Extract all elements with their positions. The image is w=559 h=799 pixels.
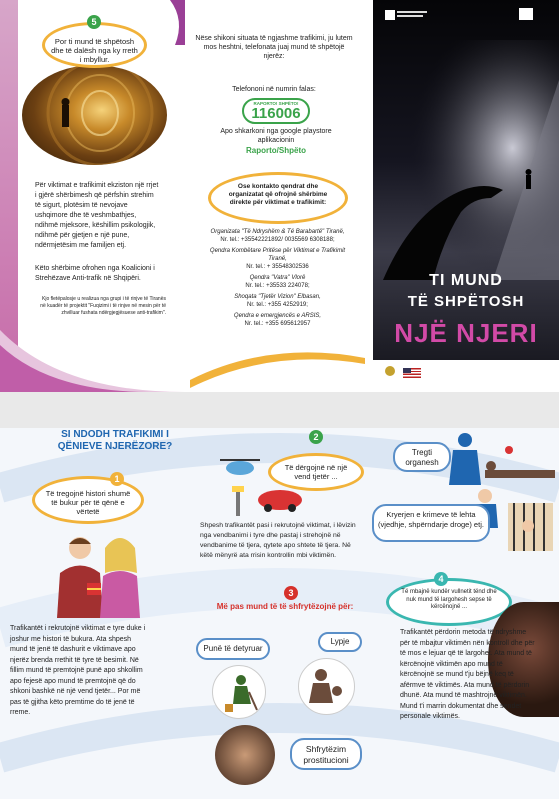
brochure-outer-page xyxy=(0,0,559,392)
org-name: Qendra Kombëtare Pritëse për Viktimat e Trafikimit Tiranë, xyxy=(209,248,346,262)
title-line1: SI NDODH TRAFIKIMI I xyxy=(61,429,169,440)
step5-text: Por ti mund të shpëtosh dhe të dalësh nga ky rreth i mbyllur. xyxy=(51,37,138,64)
report-intro: Nëse shikoni situata të ngjashme trafikimi, ju lutem mos heshtni, telefonata juaj mund të shpëtojë njerëz: xyxy=(195,35,353,60)
step1-number: 1 xyxy=(110,472,124,486)
org-name: Qendra "Vatra" Vlorë xyxy=(249,275,306,281)
cover-title-line3: NJË NJERI xyxy=(394,318,538,348)
cover-title-line2: TË SHPËTOSH xyxy=(407,293,525,310)
step2-description: Shpesh trafikantët pasi i rekrutojnë viktimat, i lëvizin nga vendbanimi i tyre dhe pastaj i strehojnë në vendbanime të tjera, qytete apo shtete të tjera. Në këtë mënyrë ata rrisin kontrollin mbi viktimën. xyxy=(200,522,356,559)
couple-illustration xyxy=(25,528,165,618)
org-phone[interactable]: Nr. tel.: +355 4252919; xyxy=(247,302,308,308)
org-item xyxy=(200,228,355,244)
org-phone[interactable]: Nr. tel.: + 35548302536 xyxy=(246,264,309,270)
support-services-text: Për viktimat e trafikimit ekziston një rrjet i gjërë shërbimesh që përfshin strehim të sigurt, plotësim të nevojave ushqimore dhe të veshmbathjes, ndihmë mjeksore, këshillim psikologjik, ndihmë për gjetjen e një pune, ndërmjetësim me familjen etj. xyxy=(35,182,159,249)
step4-number: 4 xyxy=(434,572,448,586)
prostitution-photo xyxy=(215,725,275,785)
org-phone[interactable]: Nr. tel.: +35533 224078; xyxy=(245,283,310,289)
app-name-link[interactable]: Raporto/Shpëto xyxy=(246,146,306,155)
flag-canton xyxy=(403,368,411,373)
org-name: Organizata "Të Ndryshëm & Të Barabartë" Tiranë, xyxy=(210,229,345,235)
hotline-number: 116006 xyxy=(251,105,301,122)
org-item xyxy=(200,293,355,309)
step1-text: Të tregojnë histori shumë të bukur për të qënë e vërtetë xyxy=(45,489,131,516)
middle-swoosh-decoration xyxy=(190,340,365,392)
org-item xyxy=(200,247,355,271)
use-forced-labour: Punë të detyruar xyxy=(196,638,270,660)
coalition-text: Këto shërbime ofrohen nga Koalicioni i Strehëzave Anti-trafik në Shqipëri. xyxy=(35,265,155,282)
logo-text-line xyxy=(397,15,423,17)
step1-bubble xyxy=(32,476,144,524)
use-begging: Lypje xyxy=(318,632,362,652)
cover-panel xyxy=(373,0,559,360)
cover-footer xyxy=(373,360,559,392)
step2-number: 2 xyxy=(309,430,323,444)
begging-icon xyxy=(298,658,355,715)
tunnel-arches xyxy=(22,65,167,165)
project-footnote: Kjo fletëpalosje u realizua nga grupi i të rinjve të Tiranës në kuadër të projektit "Fuqizimi i të rinjve në mesin për të zhvilluar fushata ndërgjegjësuese anti-trafikim". xyxy=(40,296,166,316)
step5-number: 5 xyxy=(87,15,101,29)
organ-trade-cloud: Tregti organesh xyxy=(393,442,451,472)
use-prostitution: Shfrytëzim prostitucioni xyxy=(290,738,362,770)
hotline-badge[interactable] xyxy=(242,98,310,124)
org-item xyxy=(200,312,355,328)
step4-text: Të mbajnë kundër vullnetit tënd dhe nuk mund të largohesh sepse të kërcënojnë ... xyxy=(401,589,497,610)
title-line2: QËNIEVE NJERËZORE? xyxy=(57,441,173,452)
step3-heading: Më pas mund të të shfrytëzojnë për: xyxy=(216,602,354,611)
forced-labour-icon xyxy=(212,665,266,719)
step3-number: 3 xyxy=(284,586,298,600)
org-phone[interactable]: Nr. tel.: +355 695612957 xyxy=(244,321,311,327)
hotline-tag: RAPORTO! SHPËTO! xyxy=(253,101,299,106)
cover-illustration xyxy=(373,40,559,280)
seal-icon xyxy=(385,366,395,376)
logo-mark-icon xyxy=(385,10,395,20)
brochure-inner-page xyxy=(0,428,559,799)
cover-title-line1: TI MUND xyxy=(429,272,503,289)
app-text: Apo shkarkoni nga google playstore aplikacionin xyxy=(220,128,332,144)
step2-bubble xyxy=(268,453,364,491)
inner-title xyxy=(40,429,190,453)
free-number-label: Telefononi në numrin falas: xyxy=(232,86,316,93)
org-item xyxy=(200,274,355,290)
step4-description: Trafikantët përdorin metoda të ndryshme për të mbajtur viktimën nën kontroll dhe për të mos e lejuar që të largohet. Ata mund të kërcënojnë viktimën apo mund të kërcënojnë se mund t'ju bëjnë keq të afërmve të viktimës. Ata mund të përdorin dhunë. Ata mund të mashtrojnë viktimën. Mund t'i marrin dokumentat dhe sendet personale viktimës. xyxy=(400,629,535,720)
crimes-cloud: Kryerjen e krimeve të lehta (vjedhje, shpërndarje droge) etj. xyxy=(372,504,490,542)
logo-text-line xyxy=(397,11,427,13)
step1-description: Trafikantët i rekrutojnë viktimat e tyre duke i joshur me histori të bukura. Ata shpesh mund të jenë të dashurit e viktimave apo njerëz brenda rrethit të tyre të besimit. Në fillim mund të premtojnë punë apo shkollim apo fejesë apo mund të premtojnë që do shkoni bashkë në një vend tjetër... Por më pas të gjitha këto premtime do të jenë të rreme. xyxy=(10,625,146,716)
tunnel-photo xyxy=(22,65,167,165)
contact-bubble xyxy=(208,172,348,224)
org-phone[interactable]: Nr. tel.: +35542221892/ 0035569 6308188; xyxy=(220,237,335,243)
step4-bubble xyxy=(386,578,512,626)
step2-text: Të dërgojnë në një vend tjetër ... xyxy=(284,463,348,481)
org-name: Shoqata "Tjetër Vizion" Elbasan, xyxy=(234,294,321,300)
organization-list xyxy=(200,228,355,328)
org-name: Qendra e emergjencës e ARSIS, xyxy=(233,313,322,319)
contact-heading: Ose kontakto qendrat dhe organizatat që ofrojnë shërbime direkte për viktimat e trafikimit: xyxy=(228,183,328,206)
emblem-icon xyxy=(519,8,533,20)
